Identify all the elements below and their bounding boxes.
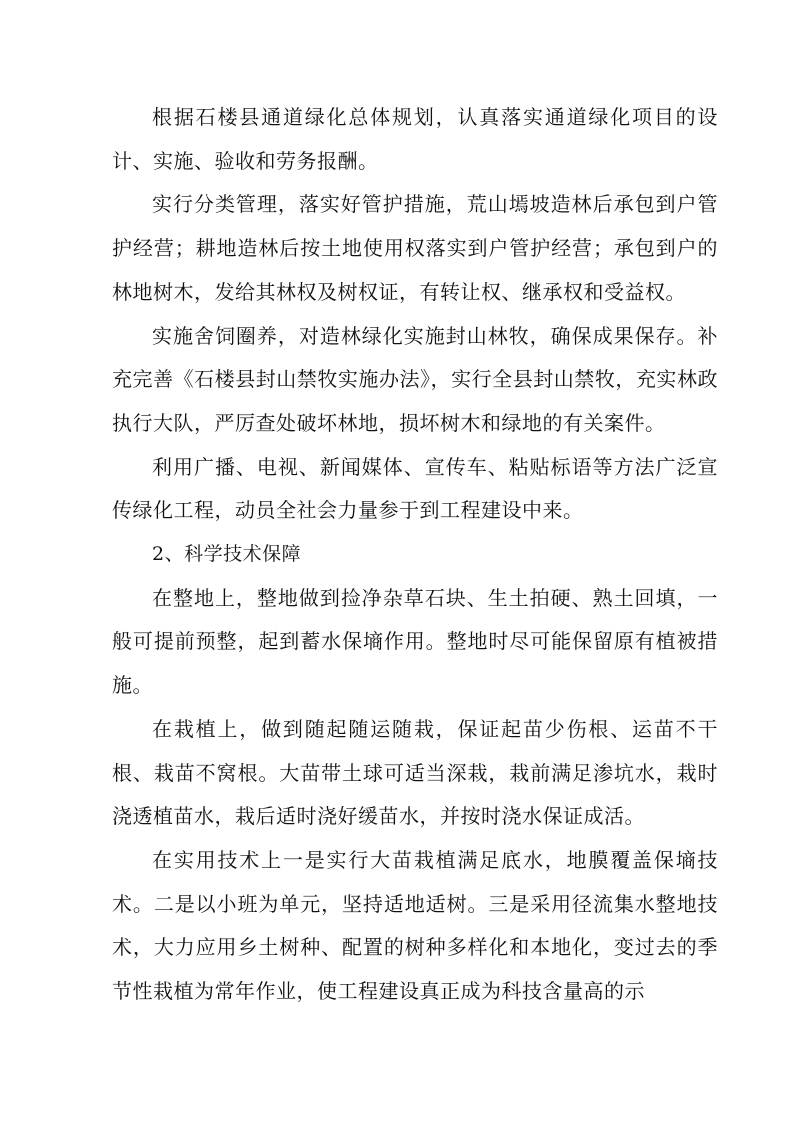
paragraph-practical-techniques: 在实用技术上一是实行大苗栽植满足底水，地膜覆盖保墒技术。二是以小班为单元，坚持适地适树。三是采用径流集水整地技术，大力应用乡土树种、配置的树种多样化和本地化，变过去的季节性栽植为常年作业，使工程建设真正成为科技含量高的示 (112, 847, 718, 1004)
paragraph-grazing-ban: 实施舍饲圈养，对造林绿化实施封山林牧，确保成果保存。补充完善《石楼县封山禁牧实施办法》，实行全县封山禁牧，充实林政执行大队，严厉查处破坏林地，损坏树木和绿地的有关案件。 (112, 323, 718, 435)
document-body (112, 96, 718, 1014)
paragraph-publicity: 利用广播、电视、新闻媒体、宣传车、粘贴标语等方法广泛宣传绿化工程，动员全社会力量参于到工程建设中来。 (112, 454, 718, 523)
section-heading-tech-guarantee: 2、科学技术保障 (152, 543, 302, 566)
paragraph-classified-management: 实行分类管理，落实好管护措施，荒山墕坡造林后承包到户管护经营；耕地造林后按土地使用权落实到户管护经营；承包到户的林地树木，发给其林权及树权证，有转让权、继承权和受益权。 (112, 192, 718, 304)
paragraph-planting: 在栽植上，做到随起随运随栽，保证起苗少伤根、运苗不干根、栽苗不窝根。大苗带土球可适当深栽，栽前满足渗坑水，栽时浇透植苗水，栽后适时浇好缓苗水，并按时浇水保证成活。 (112, 716, 718, 829)
paragraph-route-greening-planning: 根据石楼县通道绿化总体规划，认真落实通道绿化项目的设计、实施、验收和劳务报酬。 (112, 105, 718, 173)
paragraph-land-preparation: 在整地上，整地做到捡净杂草石块、生土拍硬、熟土回填，一般可提前预整，起到蓄水保墒作用。整地时尽可能保留原有植被措施。 (112, 585, 718, 698)
